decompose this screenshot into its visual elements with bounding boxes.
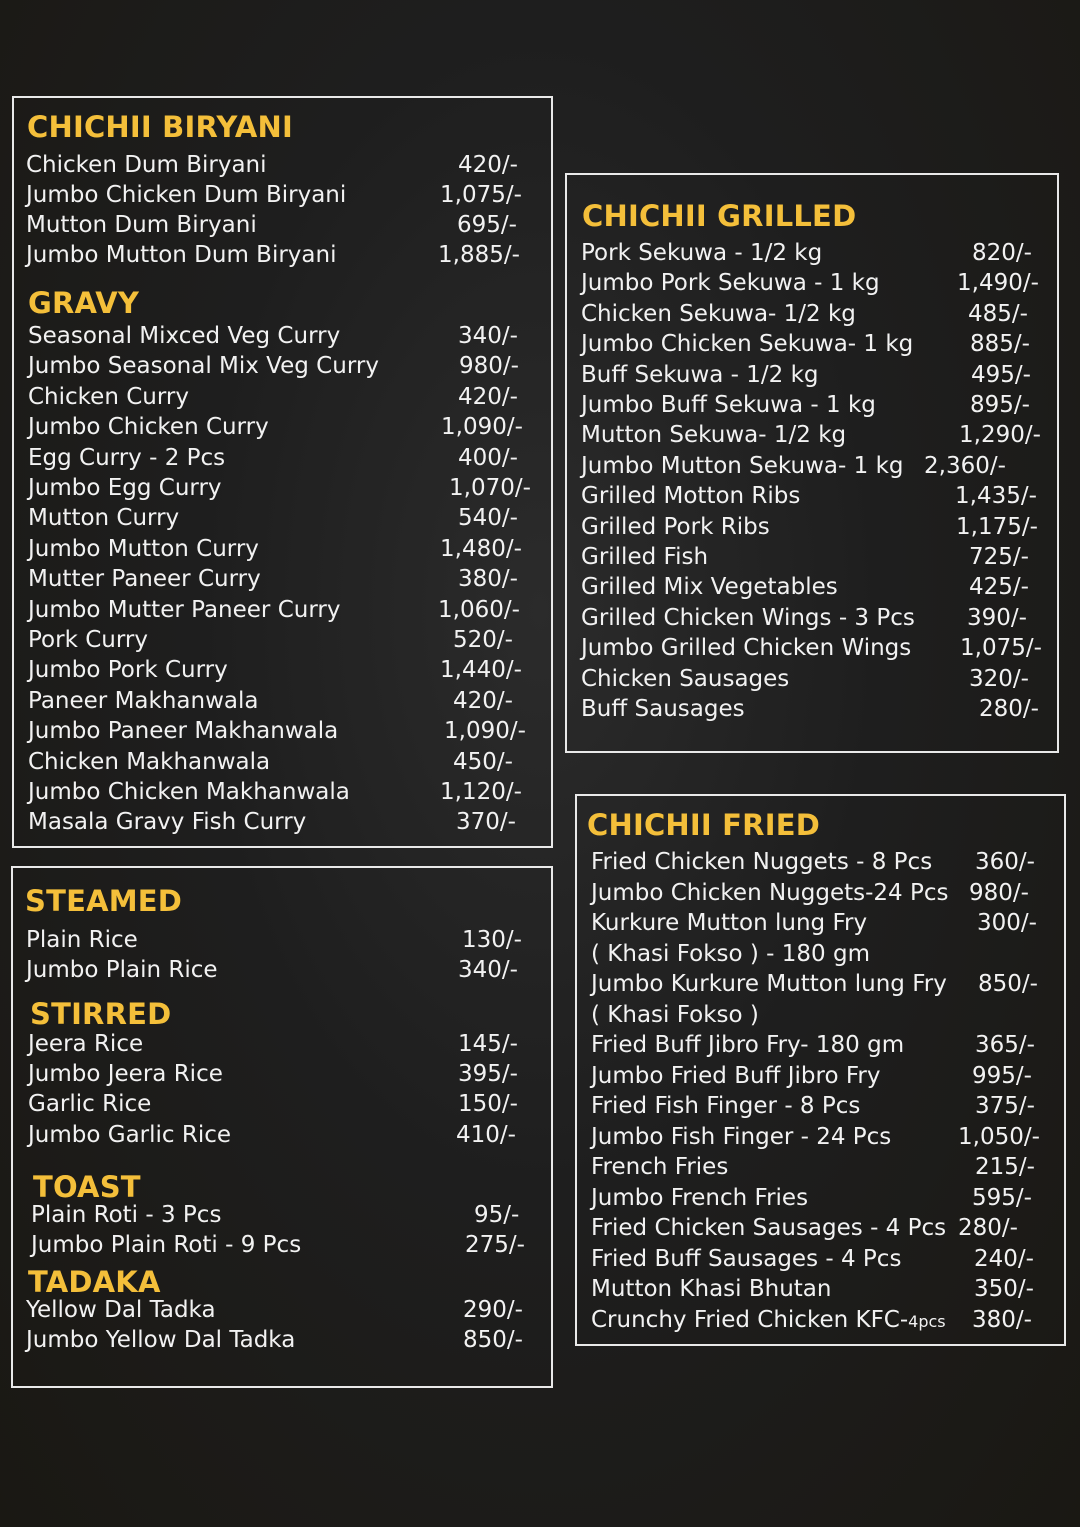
menu-item-name: Jumbo Mutton Curry bbox=[28, 535, 259, 562]
menu-item-name: Jumbo French Fries bbox=[591, 1184, 809, 1211]
menu-item-name-small: 4pcs bbox=[908, 1312, 946, 1331]
menu-item-price: 1,490/- bbox=[957, 270, 1039, 297]
menu-item-price: 885/- bbox=[970, 331, 1030, 358]
menu-item-name: Jumbo Pork Sekuwa - 1 kg bbox=[581, 270, 880, 297]
menu-item-name: Mutton Dum Biryani bbox=[26, 212, 257, 238]
menu-item-price: 350/- bbox=[974, 1276, 1034, 1302]
menu-item-name: Jumbo Yellow Dal Tadka bbox=[26, 1326, 296, 1353]
menu-item-price: 420/- bbox=[458, 383, 518, 410]
menu-item-price: 1,060/- bbox=[438, 596, 520, 623]
menu-item-price: 360/- bbox=[975, 849, 1035, 875]
menu-item-price: 365/- bbox=[975, 1032, 1035, 1058]
menu-item-name: Chicken Dum Biryani bbox=[26, 152, 267, 178]
menu-item-price: 495/- bbox=[971, 361, 1031, 388]
menu-item-price: 1,440/- bbox=[440, 657, 522, 684]
menu-item-price: 2,360/- bbox=[924, 452, 1006, 479]
menu-item-price: 280/- bbox=[979, 696, 1039, 722]
menu-item-name: Fried Fish Finger - 8 Pcs bbox=[591, 1093, 861, 1119]
toast-title: TOAST bbox=[33, 1170, 141, 1204]
menu-item-name: Seasonal Mixced Veg Curry bbox=[28, 323, 341, 349]
menu-item-price: 370/- bbox=[456, 809, 516, 836]
menu-item-name: Kurkure Mutton lung Fry bbox=[591, 910, 868, 936]
menu-item-price: 1,050/- bbox=[958, 1123, 1040, 1150]
menu-item-name: Fried Chicken Nuggets - 8 Pcs bbox=[591, 849, 933, 875]
menu-item-price: 1,480/- bbox=[440, 535, 522, 562]
menu-item-name: Buff Sausages bbox=[581, 696, 745, 722]
menu-item-name: Jumbo Seasonal Mix Veg Curry bbox=[28, 353, 379, 380]
menu-item-name: Masala Gravy Fish Curry bbox=[28, 809, 307, 836]
menu-item-price: 380/- bbox=[458, 566, 518, 593]
menu-item-name: Jumbo Fried Buff Jibro Fry bbox=[591, 1062, 881, 1089]
menu-item-price: 1,075/- bbox=[960, 635, 1042, 662]
menu-item-price: 850/- bbox=[463, 1326, 523, 1353]
menu-item-price: 485/- bbox=[968, 300, 1028, 327]
menu-item-name: Plain Roti - 3 Pcs bbox=[31, 1202, 222, 1228]
menu-item-name: Yellow Dal Tadka bbox=[26, 1297, 216, 1323]
menu-item-price: 320/- bbox=[969, 665, 1029, 692]
menu-item-price: 410/- bbox=[456, 1121, 516, 1148]
menu-item-name: French Fries bbox=[591, 1154, 729, 1180]
menu-item-price: 280/- bbox=[958, 1215, 1018, 1241]
menu-item-name: Jumbo Plain Rice bbox=[26, 957, 218, 983]
menu-item-name: Grilled Motton Ribs bbox=[581, 483, 801, 510]
menu-item-name: Jumbo Chicken Nuggets-24 Pcs bbox=[591, 879, 949, 906]
menu-item-price: 380/- bbox=[972, 1307, 1032, 1333]
menu-item-price: 725/- bbox=[969, 544, 1029, 570]
menu-item-price: 1,075/- bbox=[440, 182, 522, 208]
steamed-title: STEAMED bbox=[25, 884, 183, 918]
menu-item-name: Fried Chicken Sausages - 4 Pcs bbox=[591, 1215, 947, 1241]
menu-item-name: Egg Curry - 2 Pcs bbox=[28, 444, 226, 471]
menu-item-name: Jumbo Chicken Makhanwala bbox=[28, 779, 350, 805]
menu-item-price: 290/- bbox=[463, 1297, 523, 1323]
menu-item-price: 1,090/- bbox=[444, 718, 526, 745]
menu-item-price: 1,175/- bbox=[956, 513, 1038, 540]
menu-item-price: 980/- bbox=[459, 353, 519, 380]
biryani-title: CHICHII BIRYANI bbox=[27, 110, 293, 144]
menu-item-price: 695/- bbox=[457, 212, 517, 238]
menu-item-name: ( Khasi Fokso ) bbox=[591, 1001, 759, 1028]
menu-item-price: 1,070/- bbox=[449, 475, 531, 501]
menu-item-price: 1,885/- bbox=[438, 242, 520, 268]
menu-item-price: 395/- bbox=[458, 1061, 518, 1088]
menu-item-name: Crunchy Fried Chicken KFC- bbox=[591, 1307, 909, 1333]
menu-item-name: Mutton Sekuwa- 1/2 kg bbox=[581, 422, 847, 449]
menu-item-name: Chicken Curry bbox=[28, 383, 189, 410]
menu-item-name: Jumbo Mutter Paneer Curry bbox=[28, 596, 341, 623]
menu-item-name: Pork Sekuwa - 1/2 kg bbox=[581, 240, 823, 266]
menu-item-name: Jumbo Buff Sekuwa - 1 kg bbox=[581, 392, 876, 418]
menu-item-price: 425/- bbox=[969, 574, 1029, 601]
fried-title: CHICHII FRIED bbox=[587, 808, 820, 842]
menu-item-price: 1,090/- bbox=[441, 414, 523, 441]
menu-item-name: Buff Sekuwa - 1/2 kg bbox=[581, 361, 819, 388]
menu-item-price: 390/- bbox=[967, 604, 1027, 631]
menu-item-name: Mutton Khasi Bhutan bbox=[591, 1276, 832, 1302]
menu-item-price: 95/- bbox=[474, 1202, 520, 1228]
menu-item-price: 145/- bbox=[458, 1031, 518, 1057]
menu-item-price: 150/- bbox=[458, 1091, 518, 1118]
menu-item-name: Garlic Rice bbox=[28, 1091, 152, 1118]
menu-item-name: Jumbo Chicken Dum Biryani bbox=[26, 182, 347, 208]
menu-item-price: 340/- bbox=[458, 323, 518, 349]
menu-item-name: Grilled Chicken Wings - 3 Pcs bbox=[581, 604, 915, 631]
menu-item-price: 300/- bbox=[977, 910, 1037, 936]
menu-item-name: Chicken Sekuwa- 1/2 kg bbox=[581, 300, 856, 327]
menu-item-name: Plain Rice bbox=[26, 927, 138, 953]
menu-item-name: Pork Curry bbox=[28, 627, 148, 653]
menu-item-price: 1,120/- bbox=[440, 779, 522, 805]
menu-item-name: Jumbo Chicken Curry bbox=[28, 414, 269, 441]
menu-item-price: 1,290/- bbox=[959, 422, 1041, 449]
menu-item-name: Paneer Makhanwala bbox=[28, 687, 259, 714]
menu-item-price: 130/- bbox=[462, 927, 522, 953]
menu-item-name: Jumbo Pork Curry bbox=[28, 657, 228, 684]
stirred-title: STIRRED bbox=[30, 997, 172, 1031]
menu-item-name: Jumbo Jeera Rice bbox=[28, 1061, 223, 1088]
gravy-title: GRAVY bbox=[28, 286, 140, 320]
menu-item-name: Jumbo Fish Finger - 24 Pcs bbox=[591, 1123, 892, 1150]
menu-item-price: 820/- bbox=[972, 240, 1032, 266]
menu-item-name: Grilled Pork Ribs bbox=[581, 513, 770, 540]
menu-item-price: 520/- bbox=[453, 627, 513, 653]
menu-item-price: 420/- bbox=[453, 687, 513, 714]
menu-item-name: Jumbo Paneer Makhanwala bbox=[28, 718, 339, 745]
menu-item-price: 340/- bbox=[458, 957, 518, 983]
menu-item-name: Jumbo Mutton Sekuwa- 1 kg bbox=[581, 452, 904, 479]
menu-item-name: Jumbo Grilled Chicken Wings bbox=[581, 635, 912, 662]
menu-item-name: Grilled Fish bbox=[581, 544, 709, 570]
menu-item-price: 1,435/- bbox=[955, 483, 1037, 510]
menu-item-name: Jumbo Chicken Sekuwa- 1 kg bbox=[581, 331, 914, 358]
menu-item-name: Mutter Paneer Curry bbox=[28, 566, 261, 593]
menu-item-price: 595/- bbox=[972, 1184, 1032, 1211]
menu-item-price: 275/- bbox=[465, 1231, 525, 1258]
menu-item-price: 850/- bbox=[978, 971, 1038, 997]
menu-item-name: Chicken Makhanwala bbox=[28, 748, 271, 775]
menu-item-price: 375/- bbox=[975, 1093, 1035, 1119]
menu-item-name: Jumbo Garlic Rice bbox=[28, 1121, 232, 1148]
menu-item-price: 540/- bbox=[458, 505, 518, 532]
menu-item-name: Mutton Curry bbox=[28, 505, 180, 532]
grilled-title: CHICHII GRILLED bbox=[582, 199, 857, 233]
menu-item-name: Jumbo Kurkure Mutton lung Fry bbox=[591, 971, 947, 997]
menu-item-price: 895/- bbox=[970, 392, 1030, 418]
menu-item-price: 995/- bbox=[972, 1062, 1032, 1089]
menu-item-price: 450/- bbox=[453, 748, 513, 775]
tadaka-title: TADAKA bbox=[28, 1265, 161, 1299]
menu-item-name: Jumbo Plain Roti - 9 Pcs bbox=[31, 1231, 302, 1258]
menu-item-name: Grilled Mix Vegetables bbox=[581, 574, 838, 601]
menu-item-name: Jumbo Mutton Dum Biryani bbox=[26, 242, 337, 268]
menu-item-name: Jeera Rice bbox=[28, 1031, 144, 1057]
menu-item-price: 240/- bbox=[974, 1245, 1034, 1272]
menu-item-name: Jumbo Egg Curry bbox=[28, 475, 222, 501]
menu-item-name: Fried Buff Sausages - 4 Pcs bbox=[591, 1245, 902, 1272]
menu-item-name: Fried Buff Jibro Fry- 180 gm bbox=[591, 1032, 905, 1058]
menu-item-price: 980/- bbox=[969, 879, 1029, 906]
menu-item-price: 420/- bbox=[458, 152, 518, 178]
menu-item-name: Chicken Sausages bbox=[581, 665, 790, 692]
menu-item-name: ( Khasi Fokso ) - 180 gm bbox=[591, 940, 870, 967]
menu-item-price: 215/- bbox=[975, 1154, 1035, 1180]
menu-item-price: 400/- bbox=[458, 444, 518, 471]
